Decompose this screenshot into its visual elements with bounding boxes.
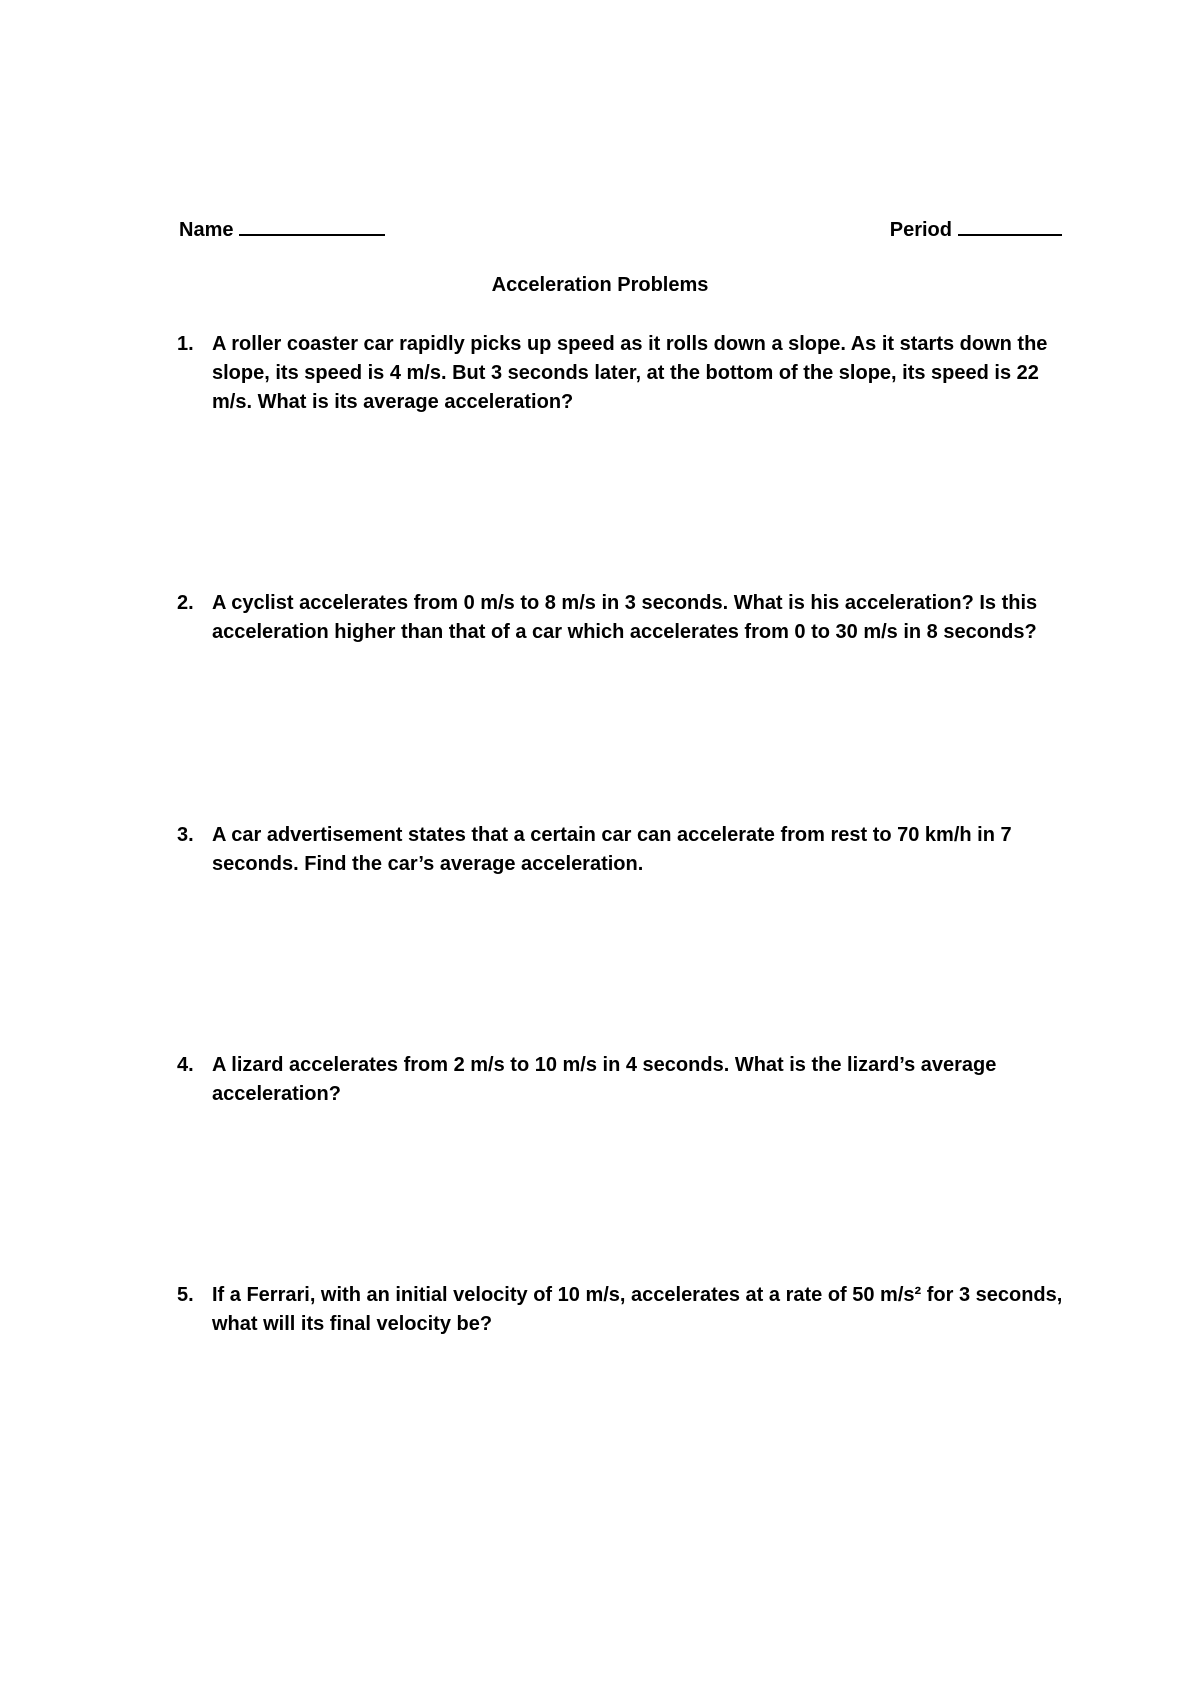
question-number: 3. xyxy=(177,824,194,846)
question-item xyxy=(177,1281,1067,1339)
question-item xyxy=(177,821,1067,879)
name-field xyxy=(179,216,385,242)
question-item xyxy=(177,589,1067,647)
period-field xyxy=(890,216,1062,242)
question-text: A cyclist accelerates from 0 m/s to 8 m/s in 3 seconds. What is his acceleration? Is this acceleration higher than that of a car which accelerates from 0 to 30 m/s in 8 seconds? xyxy=(212,592,1038,643)
question-number: 1. xyxy=(177,333,194,355)
question-text: A roller coaster car rapidly picks up speed as it rolls down a slope. As it starts down the slope, its speed is 4 m/s. But 3 seconds later, at the bottom of the slope, its speed is 22 m/s. What is its average acceleration? xyxy=(212,333,1048,413)
question-item xyxy=(177,1051,1067,1109)
question-number: 4. xyxy=(177,1054,194,1076)
header-row xyxy=(179,216,1062,246)
question-text: A lizard accelerates from 2 m/s to 10 m/s in 4 seconds. What is the lizard’s average acceleration? xyxy=(212,1054,997,1105)
name-label: Name xyxy=(179,219,234,241)
period-blank-line[interactable] xyxy=(958,216,1062,236)
question-text: A car advertisement states that a certain car can accelerate from rest to 70 km/h in 7 seconds. Find the car’s average acceleration. xyxy=(212,824,1012,875)
question-text: If a Ferrari, with an initial velocity of 10 m/s, accelerates at a rate of 50 m/s² for 3 seconds, what will its final velocity be? xyxy=(212,1284,1063,1335)
question-number: 5. xyxy=(177,1284,194,1306)
question-item xyxy=(177,330,1067,417)
name-blank-line[interactable] xyxy=(239,216,385,236)
page-title: Acceleration Problems xyxy=(491,274,709,296)
period-label: Period xyxy=(889,219,952,241)
question-number: 2. xyxy=(177,592,194,614)
